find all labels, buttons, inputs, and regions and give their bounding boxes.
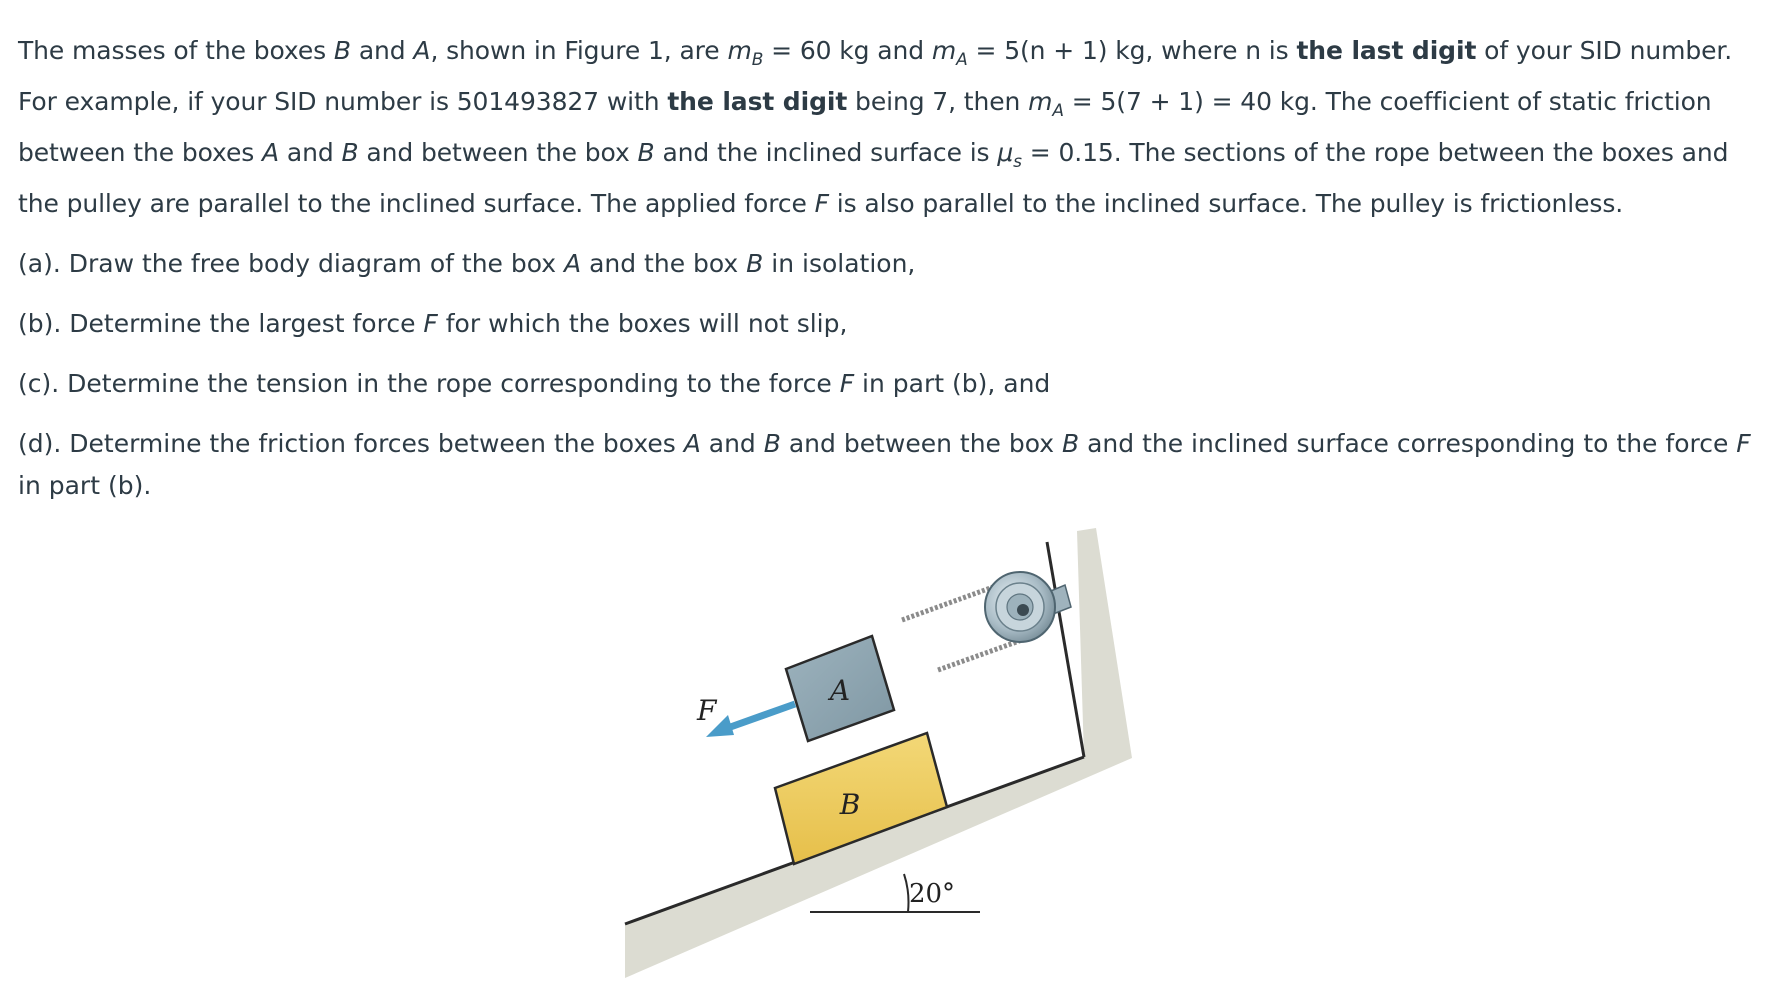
subscript-b: B [751, 50, 764, 70]
var-m: m [727, 36, 752, 65]
var-m: m [931, 36, 957, 65]
text: of your SID number. For example, if your SID number is 501493827 with [18, 36, 1733, 116]
text: (b). Determine the largest force [18, 309, 424, 338]
angle-arc [904, 874, 909, 912]
rope-lower [938, 640, 1022, 670]
subscript-s: s [1013, 152, 1022, 172]
force-f-arrow [706, 704, 795, 737]
text: and [350, 36, 414, 65]
text: (c). Determine the tension in the rope corresponding to the force [18, 369, 840, 398]
bold-text: the last digit [667, 87, 848, 116]
label-f: F [697, 694, 717, 727]
subscript-a: A [956, 50, 968, 70]
text: and [700, 429, 764, 458]
text: = 5(n + 1) kg, where n is [967, 36, 1297, 65]
part-b [18, 303, 1768, 345]
part-a [18, 243, 1768, 285]
text: (d). Determine the friction forces between the boxes [18, 429, 684, 458]
var-a: A [413, 36, 431, 65]
var-m: m [1028, 87, 1053, 116]
var-b: B [1062, 429, 1080, 458]
var-mu: μ [997, 138, 1014, 167]
text: and the inclined surface is [654, 138, 998, 167]
var-a: A [683, 429, 701, 458]
label-b: B [839, 788, 861, 821]
text: and the box [581, 249, 747, 278]
var-f: F [423, 309, 438, 338]
figure-1 [610, 528, 1250, 978]
bold-text: the last digit [1296, 36, 1477, 65]
text: being 7, then [847, 87, 1029, 116]
text: in part (b). [18, 471, 152, 500]
label-a: A [829, 674, 851, 707]
text: and the inclined surface corresponding to the force [1079, 429, 1737, 458]
text: in isolation, [763, 249, 916, 278]
var-b: B [746, 249, 764, 278]
text: and between the box [358, 138, 638, 167]
text: is also parallel to the inclined surface. The pulley is frictionless. [828, 189, 1624, 218]
text: and [279, 138, 342, 167]
var-a: A [262, 138, 280, 167]
var-b: B [341, 138, 359, 167]
var-b: B [333, 36, 351, 65]
text: = 60 kg and [763, 36, 932, 65]
subscript-a: A [1052, 101, 1064, 121]
angle-label: 20° [908, 879, 956, 909]
text: in part (b), and [854, 369, 1051, 398]
problem-intro [18, 30, 1768, 225]
var-f: F [814, 189, 829, 218]
text: = 5(7 + 1) = 40 kg. The coefficient of static friction between the boxes [18, 87, 1712, 167]
var-b: B [763, 429, 781, 458]
text: = 0.15. The sections of the rope between the boxes and the pulley are parallel to the inclined surface. The applied force [18, 138, 1729, 218]
text: (a). Draw the free body diagram of the box [18, 249, 565, 278]
text: , shown in Figure 1, are [430, 36, 728, 65]
var-a: A [564, 249, 582, 278]
var-b: B [637, 138, 655, 167]
text: for which the boxes will not slip, [437, 309, 848, 338]
box-a [786, 636, 894, 741]
var-f: F [1736, 429, 1751, 458]
text: The masses of the boxes [18, 36, 334, 65]
part-c [18, 363, 1768, 405]
pulley [985, 572, 1055, 642]
var-f: F [839, 369, 855, 398]
part-d [18, 423, 1768, 507]
text: and between the box [780, 429, 1062, 458]
problem-text [18, 30, 1768, 525]
incline-pulley-diagram [610, 528, 1250, 978]
